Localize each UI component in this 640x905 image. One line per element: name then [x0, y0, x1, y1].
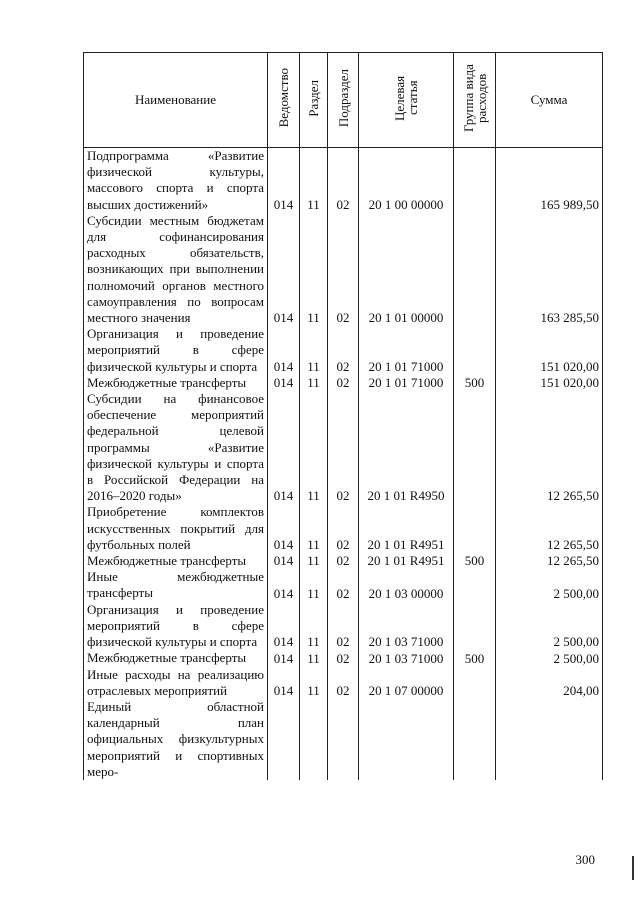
cell-podrazdel — [328, 699, 359, 780]
cell-podrazdel: 02 — [328, 148, 359, 213]
cell-celevaya-statya: 20 1 01 R4951 — [359, 553, 454, 569]
cell-name: Межбюджетные трансферты — [84, 375, 268, 391]
cell-razdel: 11 — [300, 569, 328, 601]
cell-razdel: 11 — [300, 504, 328, 553]
cell-celevaya-statya: 20 1 01 00000 — [359, 213, 454, 326]
header-podrazdel: Подраздел — [328, 53, 359, 148]
cell-name: Подпрограмма «Развитие физической культуры, массового спорта и спорта высших достижений» — [84, 148, 268, 213]
cell-summa: 12 265,50 — [496, 391, 603, 504]
cell-podrazdel: 02 — [328, 553, 359, 569]
page-number: 300 — [575, 852, 595, 867]
cell-name: Межбюджетные трансферты — [84, 553, 268, 569]
cell-razdel: 11 — [300, 667, 328, 699]
table-row — [84, 602, 603, 651]
cell-razdel: 11 — [300, 213, 328, 326]
header-celevaya-statya: Целевая статья — [359, 53, 454, 148]
cell-gruppa — [454, 699, 496, 780]
cell-gruppa — [454, 667, 496, 699]
cell-name: Межбюджетные трансферты — [84, 650, 268, 666]
cell-summa: 151 020,00 — [496, 326, 603, 375]
cell-vedomstvo: 014 — [268, 602, 300, 651]
table-row — [84, 553, 603, 569]
cell-razdel: 11 — [300, 391, 328, 504]
cell-name: Организация и проведение мероприятий в сфере физической культуры и спорта — [84, 602, 268, 651]
cell-summa — [496, 699, 603, 780]
cell-gruppa: 500 — [454, 375, 496, 391]
cell-gruppa: 500 — [454, 553, 496, 569]
cell-gruppa — [454, 148, 496, 213]
cell-vedomstvo — [268, 699, 300, 780]
cell-summa: 204,00 — [496, 667, 603, 699]
cell-razdel: 11 — [300, 553, 328, 569]
cell-summa: 2 500,00 — [496, 602, 603, 651]
cell-vedomstvo: 014 — [268, 504, 300, 553]
header-gruppa-vida-rashodov: Группа вида расходов — [454, 53, 496, 148]
cell-celevaya-statya: 20 1 03 71000 — [359, 650, 454, 666]
cell-name: Организация и проведение мероприятий в сфере физической культуры и спорта — [84, 326, 268, 375]
header-razdel: Раздел — [300, 53, 328, 148]
cell-podrazdel: 02 — [328, 667, 359, 699]
cell-gruppa — [454, 569, 496, 601]
cell-celevaya-statya: 20 1 01 R4951 — [359, 504, 454, 553]
cell-vedomstvo: 014 — [268, 148, 300, 213]
cell-podrazdel: 02 — [328, 569, 359, 601]
table-row — [84, 667, 603, 699]
cell-vedomstvo: 014 — [268, 553, 300, 569]
cell-summa: 151 020,00 — [496, 375, 603, 391]
cell-summa: 12 265,50 — [496, 553, 603, 569]
cell-gruppa — [454, 391, 496, 504]
cell-podrazdel: 02 — [328, 375, 359, 391]
cell-celevaya-statya: 20 1 01 71000 — [359, 326, 454, 375]
cell-podrazdel: 02 — [328, 391, 359, 504]
cell-name: Иные расходы на реализацию отраслевых мероприятий — [84, 667, 268, 699]
cell-gruppa — [454, 326, 496, 375]
cell-name: Иные межбюджетные трансферты — [84, 569, 268, 601]
table-row — [84, 504, 603, 553]
cell-celevaya-statya — [359, 699, 454, 780]
cell-celevaya-statya: 20 1 01 71000 — [359, 375, 454, 391]
cell-gruppa — [454, 504, 496, 553]
cell-name: Субсидии местным бюджетам для софинансирования расходных обязательств, возникающих при выполнении полномочий органов местного самоуправления по вопросам местного значения — [84, 213, 268, 326]
cell-celevaya-statya: 20 1 01 R4950 — [359, 391, 454, 504]
cell-summa: 2 500,00 — [496, 650, 603, 666]
cell-celevaya-statya: 20 1 03 71000 — [359, 602, 454, 651]
cell-celevaya-statya: 20 1 03 00000 — [359, 569, 454, 601]
cell-vedomstvo: 014 — [268, 213, 300, 326]
cell-razdel: 11 — [300, 326, 328, 375]
table-row — [84, 326, 603, 375]
cell-summa: 12 265,50 — [496, 504, 603, 553]
cell-razdel: 11 — [300, 650, 328, 666]
table-row — [84, 569, 603, 601]
header-summa: Сумма — [496, 53, 603, 148]
cell-summa: 163 285,50 — [496, 213, 603, 326]
table-row — [84, 213, 603, 326]
cell-celevaya-statya: 20 1 07 00000 — [359, 667, 454, 699]
cell-vedomstvo: 014 — [268, 375, 300, 391]
scan-edge-mark — [632, 856, 634, 880]
table-row — [84, 148, 603, 213]
cell-podrazdel: 02 — [328, 326, 359, 375]
table-row — [84, 375, 603, 391]
table-row — [84, 650, 603, 666]
table-row — [84, 699, 603, 780]
header-vedomstvo: Ведомство — [268, 53, 300, 148]
cell-razdel: 11 — [300, 602, 328, 651]
cell-podrazdel: 02 — [328, 504, 359, 553]
cell-name: Приобретение комплектов искусственных покрытий для футбольных полей — [84, 504, 268, 553]
cell-gruppa — [454, 213, 496, 326]
cell-vedomstvo: 014 — [268, 569, 300, 601]
budget-table — [83, 52, 603, 780]
cell-podrazdel: 02 — [328, 213, 359, 326]
cell-razdel — [300, 699, 328, 780]
table-row — [84, 391, 603, 504]
cell-razdel: 11 — [300, 148, 328, 213]
cell-celevaya-statya: 20 1 00 00000 — [359, 148, 454, 213]
cell-gruppa — [454, 602, 496, 651]
cell-vedomstvo: 014 — [268, 667, 300, 699]
cell-summa: 165 989,50 — [496, 148, 603, 213]
cell-vedomstvo: 014 — [268, 650, 300, 666]
cell-gruppa: 500 — [454, 650, 496, 666]
cell-name: Субсидии на финансовое обеспечение мероприятий федеральной целевой программы «Развитие физической культуры и спорта в Российской Федерации на 2016–2020 годы» — [84, 391, 268, 504]
cell-vedomstvo: 014 — [268, 326, 300, 375]
header-name: Наименование — [84, 53, 268, 148]
cell-name: Единый областной календарный план официальных физкультурных мероприятий и спортивных меро- — [84, 699, 268, 780]
cell-vedomstvo: 014 — [268, 391, 300, 504]
table-header-row — [84, 53, 603, 148]
cell-summa: 2 500,00 — [496, 569, 603, 601]
cell-podrazdel: 02 — [328, 602, 359, 651]
cell-podrazdel: 02 — [328, 650, 359, 666]
cell-razdel: 11 — [300, 375, 328, 391]
